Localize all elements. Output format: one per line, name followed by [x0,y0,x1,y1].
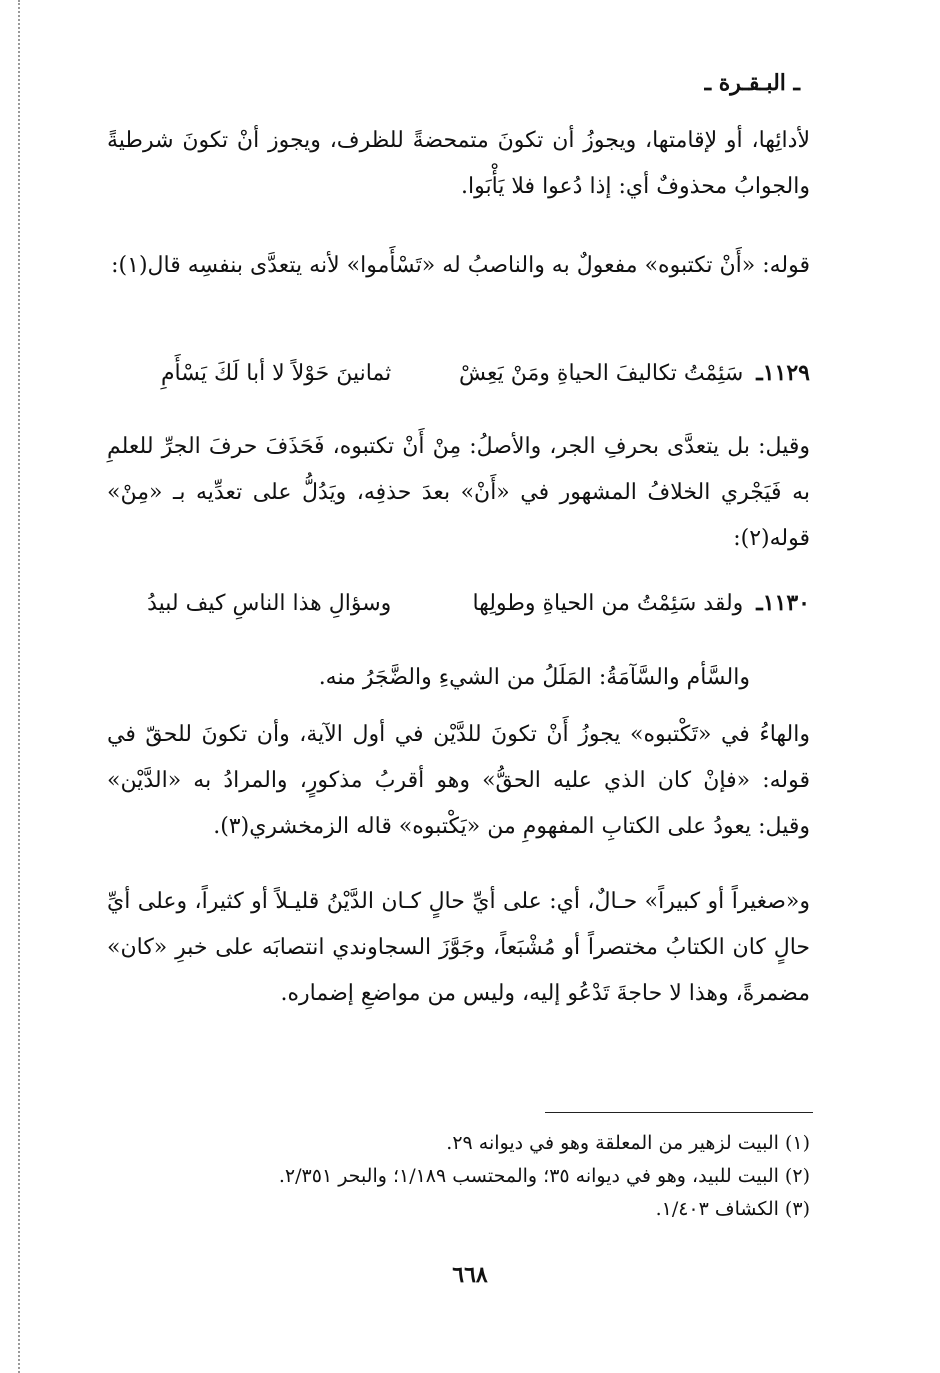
page-gutter-dotted-line [18,0,20,1373]
verse-1129 [107,350,810,397]
paragraph-5: والهاءُ في «تَكْتبوه» يجوزُ أَنْ تكونَ للدَّيْن في أول الآية، وأن تكونَ للحقّ في قوله: «فإنْ كان الذي عليه الحقُّ» وهو أقربُ مذكورٍ، والمرادُ به «الدَّيْن» وقيل: يعودُ على الكتابِ المفهومِ من «يَكْتبوه» قاله الزمخشري(٣). [107,722,810,839]
verse-number: ١١٢٩ـ [756,360,810,386]
footnote-separator [545,1112,813,1113]
footnote-2: (٢) البيت للبيد، وهو في ديوانه ٣٥؛ والمحتسب ١/١٨٩؛ والبحر ٢/٣٥١. [278,1165,810,1187]
verse-1130 [107,580,810,627]
paragraph-2: قوله: «أَنْ تكتبوه» مفعولٌ به والناصبُ له «تَسْأَموا» لأنه يتعدَّى بنفسِه قال(١): [111,253,810,278]
paragraph-4: والسَّأم والسَّآمَةُ: المَلَلُ من الشيءِ والضَّجَرُ منه. [318,665,750,690]
verse-number: ١١٣٠ـ [756,590,810,616]
paragraph-6: و«صغيراً أو كبيراً» حـالٌ، أي: على أيِّ حالٍ كـان الدَّيْنُ قليـلاً أو كثيراً، وعلى أيِّ حالٍ كان الكتابُ مختصراً أو مُشْبَعاً، وجَوَّزَ السجاوندي انتصابَه على خبرِ «كان» مضمرةً، وهذا لا حاجةَ تَدْعُو إليه، وليس من مواضعِ إضماره. [107,889,810,1006]
paragraph-3: وقيل: بل يتعدَّى بحرفِ الجر، والأصلُ: مِنْ أَنْ تكتبوه، فَحَذَفَ حرفَ الجرِّ للعلمِ به فَيَجْري الخلافُ المشهور في «أَنْ» بعدَ حذفِه، ويَدُلُّ على تعدِّيه بـ «مِنْ» قوله(٢): [107,434,810,551]
verse-hemistich-2: ثمانينَ حَوْلاً لا أبا لَكَ يَسْأَمِ [160,361,392,386]
page-number: ٦٦٨ [452,1262,488,1288]
footnote-3: (٣) الكشاف ١/٤٠٣. [655,1198,810,1220]
verse-hemistich-2: وسؤالِ هذا الناسِ كيف لبيدُ [147,591,392,616]
footnote-1: (١) البيت لزهير من المعلقة وهو في ديوانه ٢٩. [446,1132,810,1154]
verse-hemistich-1: سَئِمْتُ تكاليفَ الحياةِ ومَنْ يَعِشْ [459,361,744,386]
verse-hemistich-1: ولقد سَئِمْتُ من الحياةِ وطولِها [472,591,744,616]
paragraph-1: لأدائِها، أو لإقامتها، ويجوزُ أن تكونَ متمحضةً للظرف، ويجوز أنْ تكونَ شرطيةً والجوابُ محذوفٌ أي: إذا دُعوا فلا يَأْبَوا. [107,128,810,199]
running-head: ـ البـقـرة ـ [704,70,800,96]
